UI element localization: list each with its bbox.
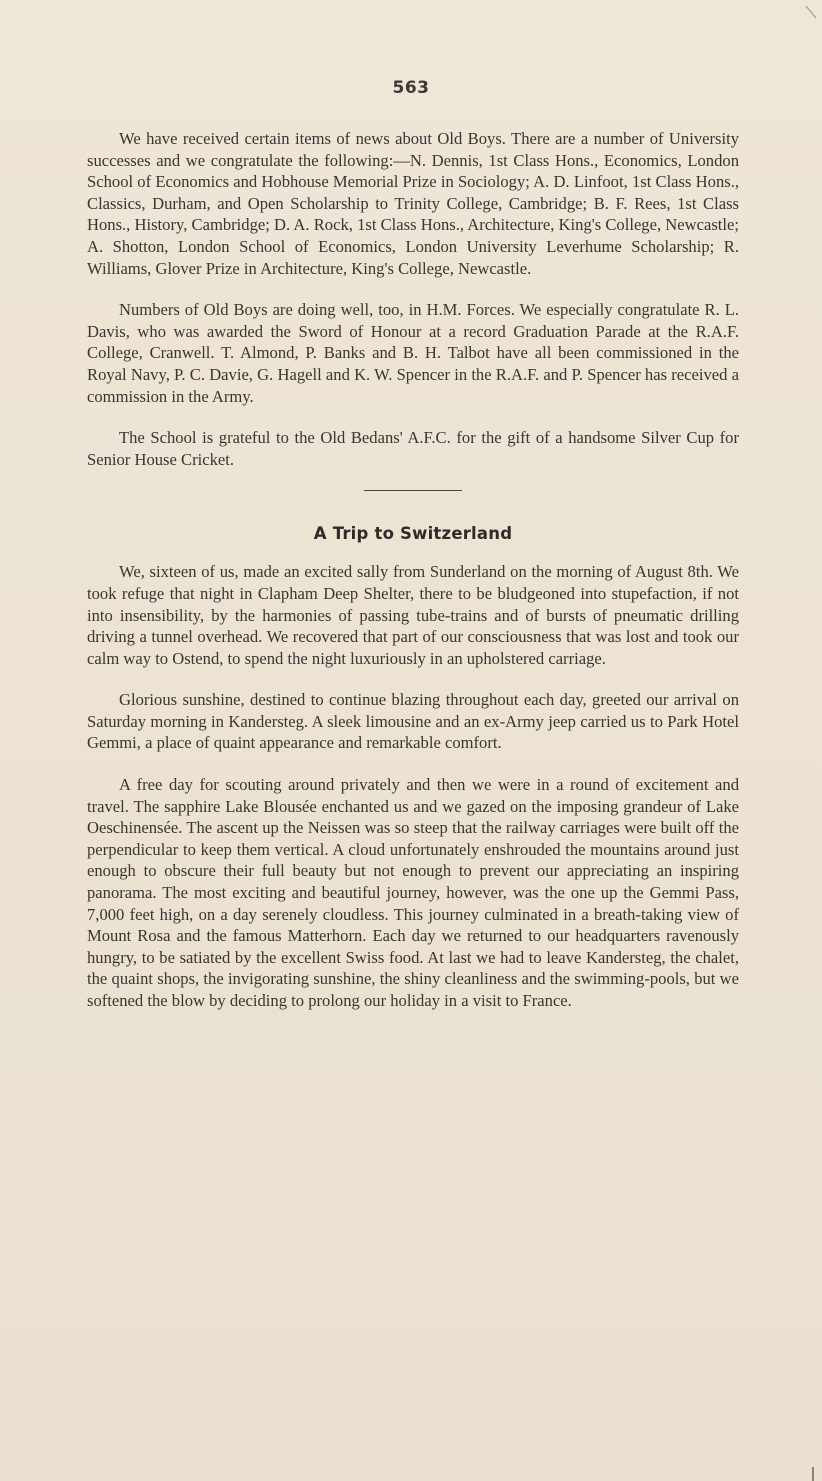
paragraph-trip-arrival: Glorious sunshine, destined to continue blazing throughout each day, greeted our arrival on Saturday morning in Kandersteg. A sleek limousine and an ex-Army jeep carried us to Park Hotel Gemmi, a place of quaint appearance and remarkable comfort. bbox=[87, 690, 739, 753]
section-divider bbox=[364, 490, 462, 491]
paragraph-silver-cup: The School is grateful to the Old Bedans' A.F.C. for the gift of a handsome Silver Cup for Senior House Cricket. bbox=[87, 428, 739, 469]
paragraph-trip-excursions: A free day for scouting around privately and then we were in a round of excitement and travel. The sapphire Lake Blousée enchanted us and we gazed on the imposing grandeur of Lake Oeschinensée. The ascent up the Neissen was so steep that the railway carriages were built off the perpendicular to keep them vertical. A cloud unfortunately enshrouded the mountains around just enough to obscure their full beauty but not enough to prevent our appreciating an inspiring panorama. The most exciting and beautiful journey, however, was the one up the Gemmi Pass, 7,000 feet high, on a day serenely cloudless. This journey culminated in a breath-taking view of Mount Rosa and the famous Matterhorn. Each day we returned to our headquarters ravenously hungry, to be satiated by the excellent Swiss food. At last we had to leave Kandersteg, the chalet, the quaint shops, the invigorating sunshine, the shiny cleanliness and the swimming-pools, but we softened the blow by deciding to prolong our holiday in a visit to France. bbox=[87, 775, 739, 1010]
page-corner-mark bbox=[792, 0, 822, 30]
section-title: A Trip to Switzerland bbox=[313, 524, 513, 544]
paragraph-old-boys-university: We have received certain items of news about Old Boys. There are a number of University successes and we congratulate the following:—N. Dennis, 1st Class Hons., Economics, London School of Economics and Hobhouse Memorial Prize in Sociology; A. D. Linfoot, 1st Class Hons., Classics, Durham, and Open Scholarship to Trinity College, Cambridge; B. F. Rees, 1st Class Hons., History, Cambridge; D. A. Rock, 1st Class Hons., Architecture, King's College, Newcastle; A. Shotton, London School of Economics, London University Leverhume Scholarship; R. Williams, Glover Prize in Architecture, King's College, Newcastle. bbox=[87, 129, 739, 278]
paragraph-old-boys-forces: Numbers of Old Boys are doing well, too, in H.M. Forces. We especially congratulate R. L. Davis, who was awarded the Sword of Honour at a record Graduation Parade at the R.A.F. College, Cranwell. T. Almond, P. Banks and B. H. Talbot have all been commissioned in the Royal Navy, P. C. Davie, G. Hagell and K. W. Spencer in the R.A.F. and P. Spencer has received a commission in the Army. bbox=[87, 300, 739, 406]
page-number: 563 bbox=[392, 78, 430, 98]
paragraph-trip-departure: We, sixteen of us, made an excited sally from Sunderland on the morning of August 8th. We took refuge that night in Clapham Deep Shelter, there to be bludgeoned into stupefaction, if not into insensibility, by the harmonies of passing tube-trains and of bursts of pneumatic drilling driving a tunnel overhead. We recovered that part of our consciousness that was lost and took our calm way to Ostend, to spend the night luxuriously in an upholstered carriage. bbox=[87, 562, 739, 668]
document-body bbox=[87, 128, 739, 1032]
page-edge-mark bbox=[812, 1467, 814, 1481]
